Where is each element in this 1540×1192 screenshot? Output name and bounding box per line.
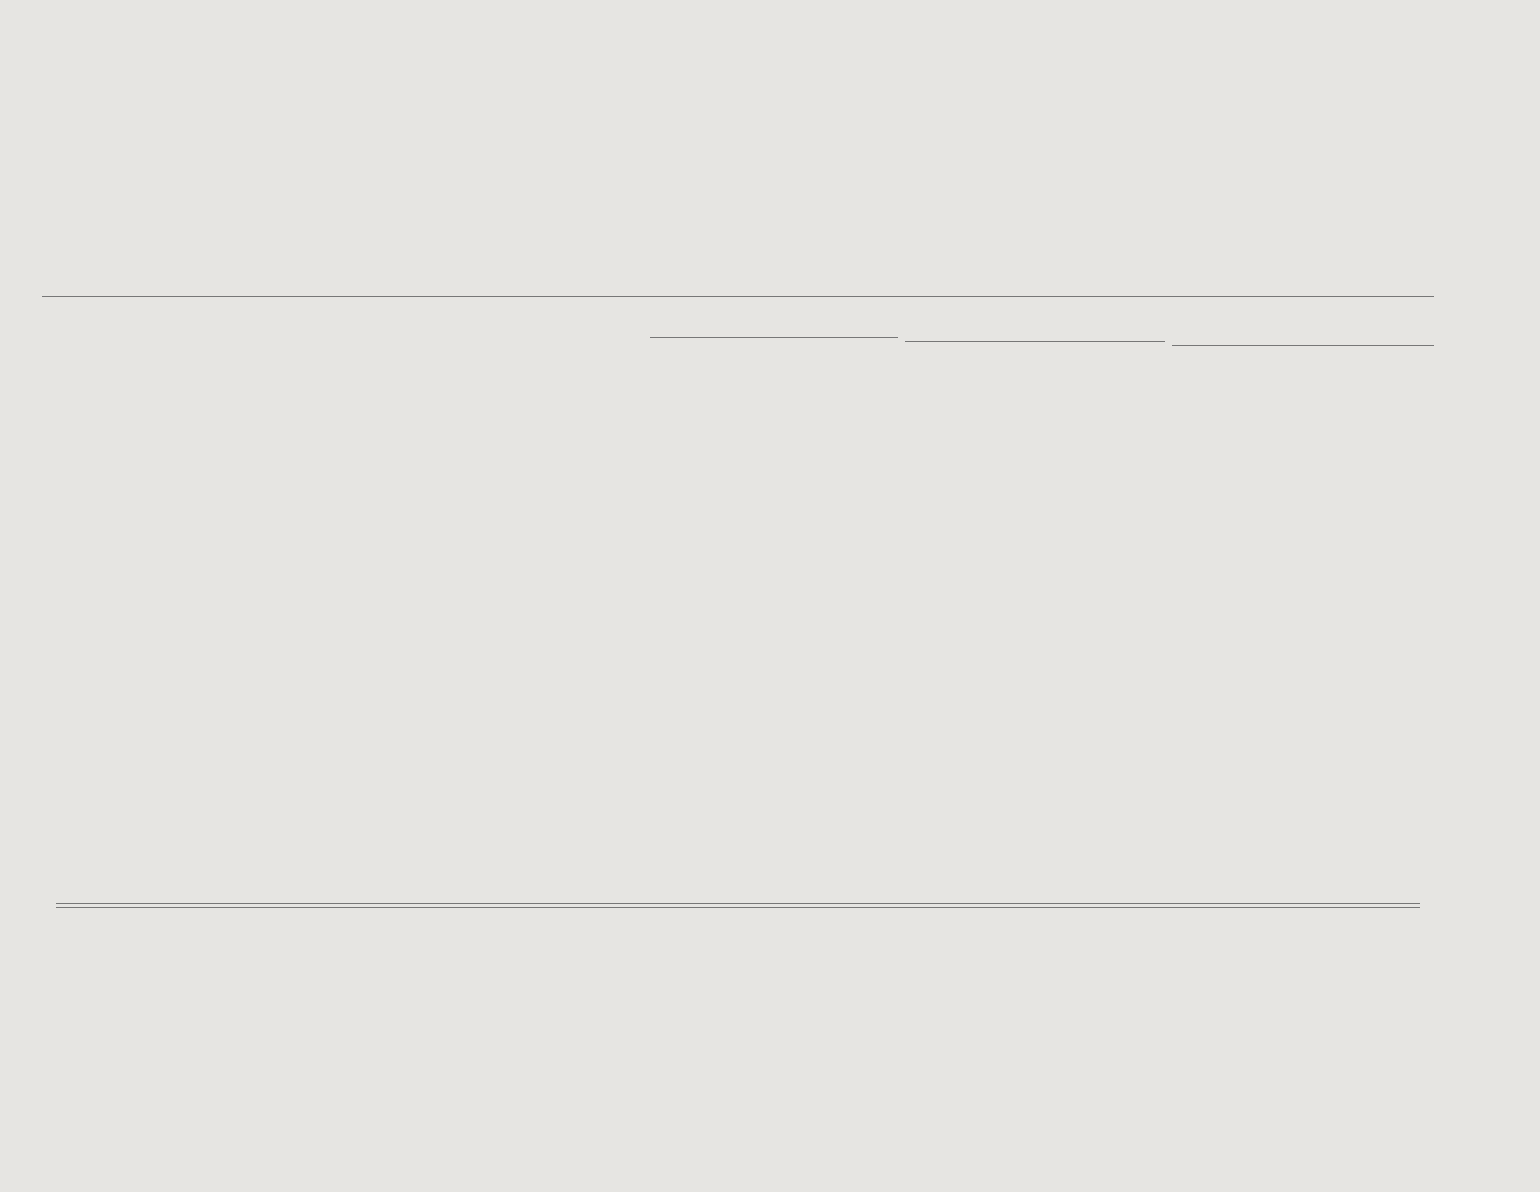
section-title: [46, 356, 63, 394]
group-rule-other: [1172, 345, 1434, 346]
top-section-end-rule: [42, 296, 1434, 297]
section-title-line-2: [46, 376, 63, 393]
group-rule-bureau: [905, 341, 1165, 342]
bottom-section-end-rule: [56, 903, 1420, 908]
group-rule-total: [650, 337, 898, 338]
